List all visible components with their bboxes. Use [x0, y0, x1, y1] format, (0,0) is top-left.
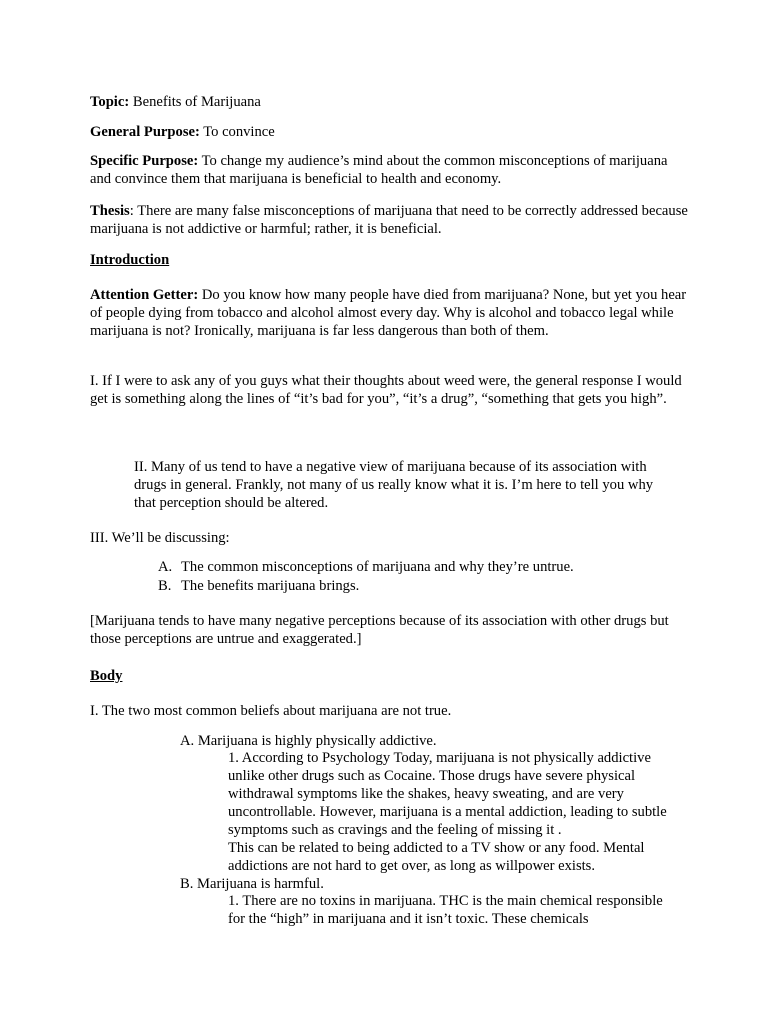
introduction-heading: Introduction — [90, 252, 170, 268]
list-marker: B. — [158, 578, 172, 594]
list-item — [158, 558, 574, 577]
body-sub-a-1: 1. According to Psychology Today, marijuana is not physically addictive unlike other drugs such as Cocaine. Those drugs have severe physical withdrawal symptoms like the shakes, heavy sweating, and are very uncontrollable. However, marijuana is a mental addiction, leading to subtle symptoms such as cravings and the feeling of missing it . — [228, 750, 667, 838]
transition-statement: [Marijuana tends to have many negative perceptions because of its association with other drugs but those perceptions are untrue and exaggerated.] — [90, 613, 669, 647]
general-purpose-line — [90, 123, 690, 141]
body-point-1: I. The two most common beliefs about marijuana are not true. — [90, 703, 452, 719]
list-item-text: The benefits marijuana brings. — [181, 578, 360, 594]
body-sub-a: A. Marijuana is highly physically addictive. — [180, 733, 437, 749]
general-purpose-value: To convince — [199, 124, 275, 140]
general-purpose-label: General Purpose: — [90, 124, 200, 140]
body-sub-b: B. Marijuana is harmful. — [180, 876, 324, 892]
list-item-text: The common misconceptions of marijuana and why they’re untrue. — [181, 559, 574, 575]
specific-purpose-label: Specific Purpose: — [90, 153, 199, 169]
topic-line — [90, 93, 690, 111]
body-sub-a-1-continued: This can be related to being addicted to a TV show or any food. Mental addictions are not hard to get over, as long as willpower exists. — [228, 840, 645, 874]
attention-getter-paragraph — [90, 286, 692, 340]
thesis-value: : There are many false misconceptions of marijuana that need to be correctly addressed because marijuana is not addictive or harmful; rather, it is beneficial. — [90, 203, 688, 237]
preview-list — [158, 558, 574, 596]
specific-purpose-value: To change my audience’s mind about the common misconceptions of marijuana and convince them that marijuana is beneficial to health and economy. — [90, 153, 668, 187]
list-marker: A. — [158, 559, 173, 575]
intro-point-1: I. If I were to ask any of you guys what their thoughts about weed were, the general response I would get is something along the lines of “it’s bad for you”, “it’s a drug”, “something that gets you high”. — [90, 373, 682, 407]
attention-getter-text: Do you know how many people have died from marijuana? None, but yet you hear of people dying from tobacco and alcohol almost every day. Why is alcohol and tobacco legal while marijuana is not? Ironically, marijuana is far less dangerous than both of them. — [90, 287, 687, 339]
intro-point-3: III. We’ll be discussing: — [90, 530, 230, 546]
attention-getter-label: Attention Getter: — [90, 287, 199, 303]
topic-value: Benefits of Marijuana — [129, 94, 261, 110]
intro-point-2: II. Many of us tend to have a negative view of marijuana because of its association with drugs in general. Frankly, not many of us really know what it is. I’m here to tell you why that perception should be altered. — [134, 459, 654, 511]
thesis-paragraph — [90, 202, 692, 238]
list-item — [158, 577, 574, 596]
body-heading: Body — [90, 668, 123, 684]
thesis-label: Thesis — [90, 203, 130, 219]
specific-purpose-paragraph — [90, 152, 692, 188]
body-sub-b-1: 1. There are no toxins in marijuana. THC is the main chemical responsible for the “high” in marijuana and it isn’t toxic. These chemicals — [228, 893, 663, 927]
topic-label: Topic: — [90, 94, 130, 110]
